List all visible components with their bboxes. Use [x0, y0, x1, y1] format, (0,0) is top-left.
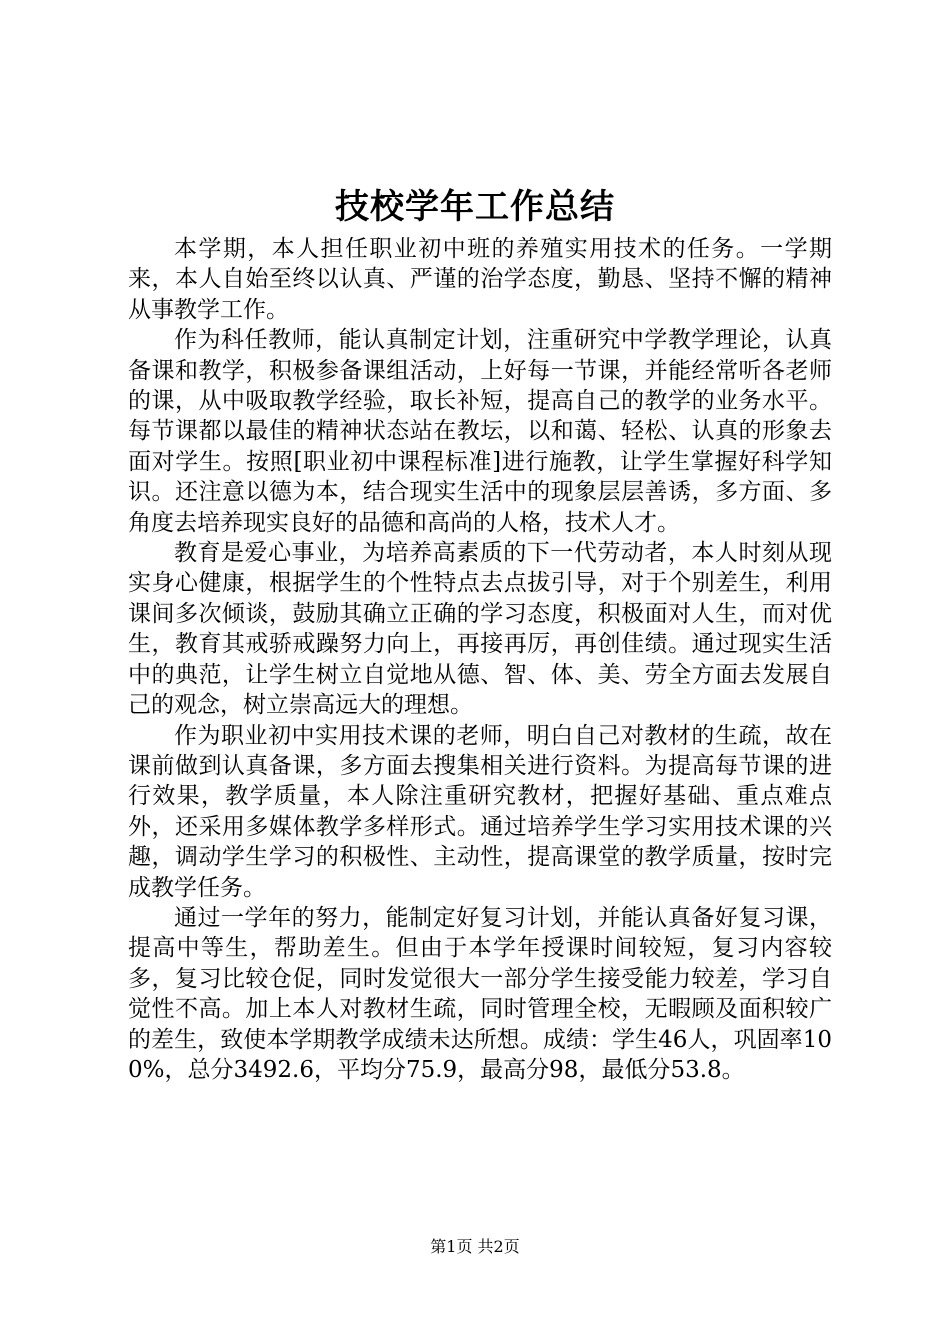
paragraph-5: 通过一学年的努力，能制定好复习计划，并能认真备好复习课，提高中等生，帮助差生。但由于本学年授课时间较短，复习内容较多，复习比较仓促，同时发觉很大一部分学生接受能力较差，学习自觉性不高。加上本人对教材生疏，同时管理全校，无暇顾及面积较广的差生，致使本学期教学成绩未达所想。成绩：学生46人，巩固率100%，总分3492.6，平均分75.9，最高分98，最低分53.8。	[128, 904, 832, 1083]
document-title: 技校学年工作总结	[335, 187, 615, 227]
paragraph-2: 作为科任教师，能认真制定计划，注重研究中学教学理论，认真备课和教学，积极参备课组活动，上好每一节课，并能经常听各老师的课，从中吸取教学经验，取长补短，提高自己的教学的业务水平。每节课都以最佳的精神状态站在教坛，以和蔼、轻松、认真的形象去面对学生。按照[职业初中课程标准]进行施教，让学生掌握好科学知识。还注意以德为本，结合现实生活中的现象层层善诱，多方面、多角度去培养现实良好的品德和高尚的人格，技术人才。	[128, 327, 832, 536]
page-number-footer: 第1页 共2页	[430, 1237, 520, 1256]
document-body	[128, 234, 832, 1085]
paragraph-3: 教育是爱心事业，为培养高素质的下一代劳动者，本人时刻从现实身心健康，根据学生的个性特点去点拔引导，对于个别差生，利用课间多次倾谈，鼓励其确立正确的学习态度，积极面对人生，而对优生，教育其戒骄戒躁努力向上，再接再厉，再创佳绩。通过现实生活中的典范，让学生树立自觉地从德、智、体、美、劳全方面去发展自己的观念，树立崇高远大的理想。	[128, 540, 832, 719]
paragraph-4: 作为职业初中实用技术课的老师，明白自己对教材的生疏，故在课前做到认真备课，多方面去搜集相关进行资料。为提高每节课的进行效果，教学质量，本人除注重研究教材，把握好基础、重点难点外，还采用多媒体教学多样形式。通过培养学生学习实用技术课的兴趣，调动学生学习的积极性、主动性，提高课堂的教学质量，按时完成教学任务。	[128, 722, 832, 901]
paragraph-1: 本学期，本人担任职业初中班的养殖实用技术的任务。一学期来，本人自始至终以认真、严谨的治学态度，勤恳、坚持不懈的精神从事教学工作。	[128, 236, 832, 323]
